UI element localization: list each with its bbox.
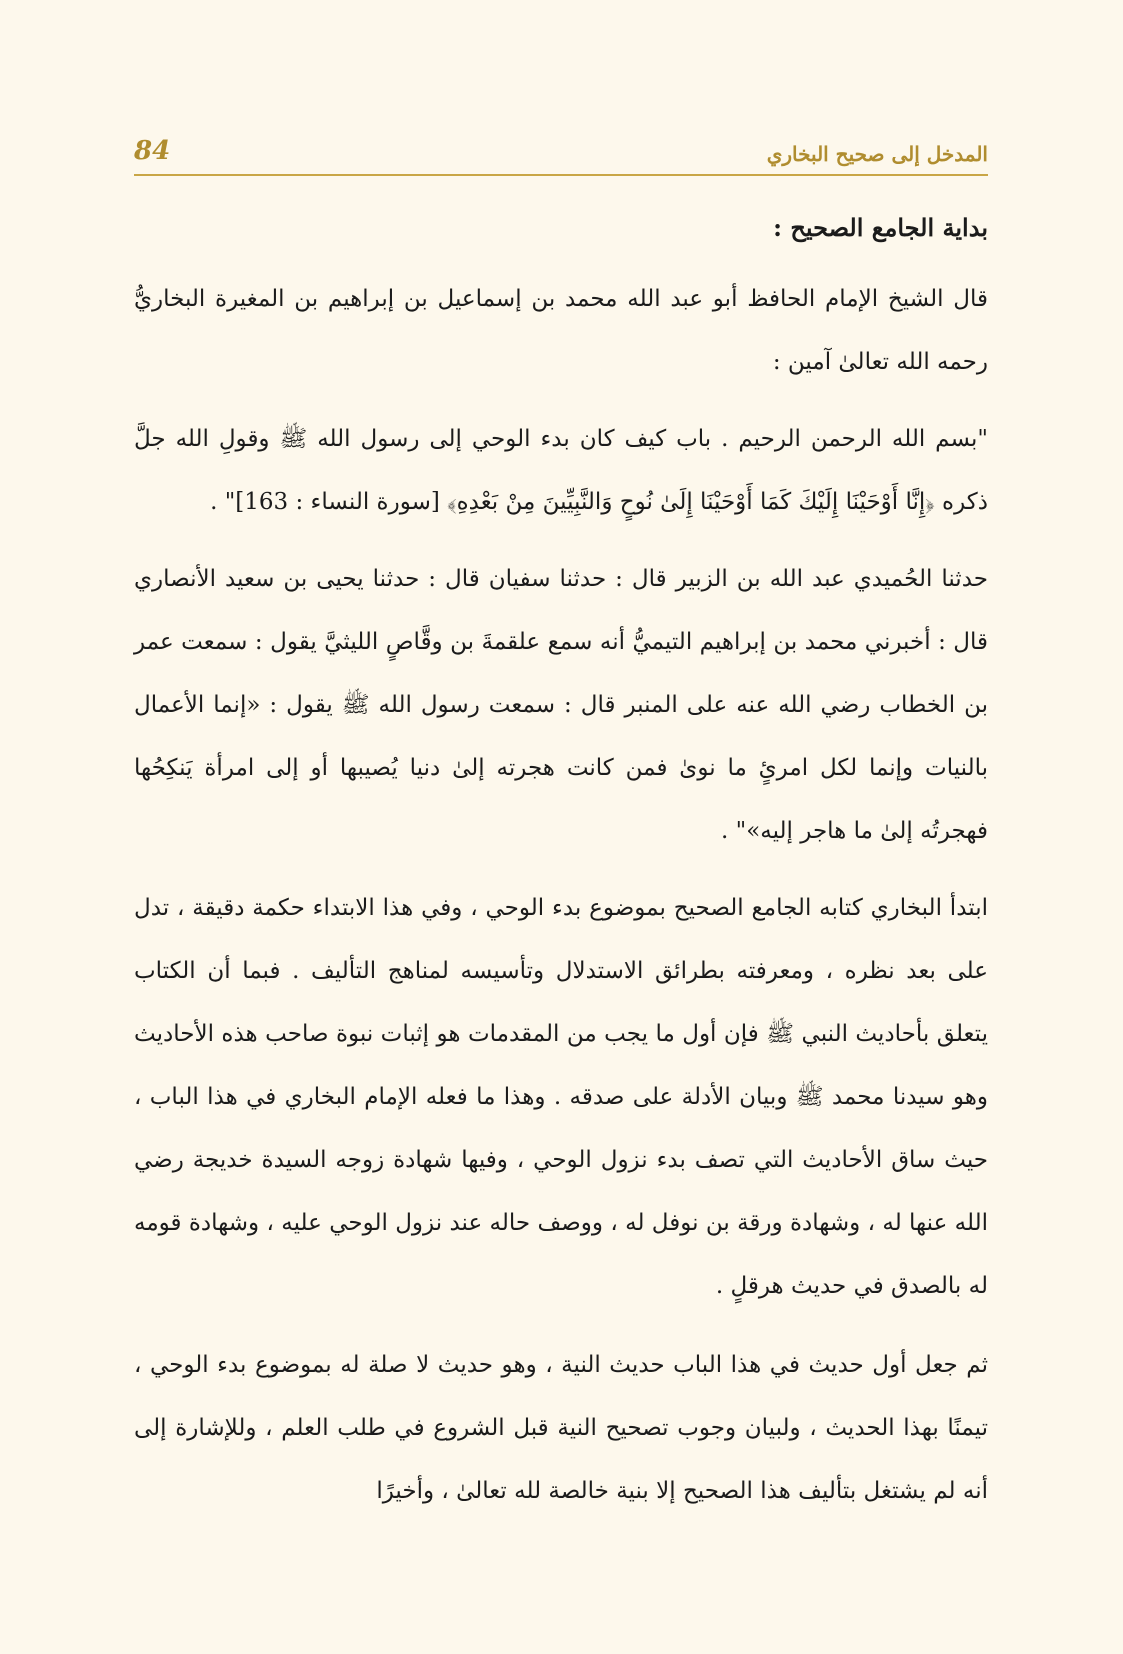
book-page — [134, 0, 988, 1654]
paragraph-hadith: حدثنا الحُميدي عبد الله بن الزبير قال : حدثنا سفيان قال : حدثنا يحيى بن سعيد الأنصاري قال : أخبرني محمد بن إبراهيم التيميُّ أنه سمع علقمةَ بن وقَّاصٍ الليثيَّ يقول : سمعت عمر بن الخطاب رضي الله عنه على المنبر قال : سمعت رسول الله ﷺ يقول : «إنما الأعمال بالنيات وإنما لكل امرئٍ ما نوىٰ فمن كانت هجرته إلىٰ دنيا يُصيبها أو إلى امرأة يَنكِحُها فهجرتُه إلىٰ ما هاجر إليه»" . — [134, 566, 988, 844]
paragraph-commentary-2: ثم جعل أول حديث في هذا الباب حديث النية ، وهو حديث لا صلة له بموضوع بدء الوحي ، تيمنًا بهذا الحديث ، ولبيان وجوب تصحيح النية قبل الشروع في طلب العلم ، وللإشارة إلى أنه لم يشتغل بتأليف هذا الصحيح إلا بنية خالصة لله تعالىٰ ، وأخيرًا — [134, 1352, 988, 1504]
page-number: 84 — [134, 136, 171, 166]
section-heading: بداية الجامع الصحيح : — [773, 213, 988, 242]
book-title: المدخل إلى صحيح البخاري — [766, 142, 988, 166]
running-header — [134, 136, 988, 176]
paragraph-commentary-1: ابتدأ البخاري كتابه الجامع الصحيح بموضوع بدء الوحي ، وفي هذا الابتداء حكمة دقيقة ، تدل على بعد نظره ، ومعرفته بطرائق الاستدلال وتأسيسه لمناهج التأليف . فبما أن الكتاب يتعلق بأحاديث النبي ﷺ فإن أول ما يجب من المقدمات هو إثبات نبوة صاحب هذه الأحاديث وهو سيدنا محمد ﷺ وبيان الأدلة على صدقه . وهذا ما فعله الإمام البخاري في هذا الباب ، حيث ساق الأحاديث التي تصف بدء نزول الوحي ، وفيها شهادة زوجه السيدة خديجة رضي الله عنها له ، وشهادة ورقة بن نوفل له ، ووصف حاله عند نزول الوحي عليه ، وشهادة قومه له بالصدق في حديث هرقلٍ . — [134, 895, 988, 1299]
page-content — [134, 210, 988, 1537]
paragraph-basmala: "بسم الله الرحمن الرحيم . باب كيف كان بدء الوحي إلى رسول الله ﷺ وقولِ الله جلَّ ذكره ﴿إِنَّا أَوْحَيْنَا إِلَيْكَ كَمَا أَوْحَيْنَا إِلَىٰ نُوحٍ وَالنَّبِيِّينَ مِنْ بَعْدِهِ﴾ [سورة النساء : 163]" . — [134, 426, 988, 515]
paragraph-intro: قال الشيخ الإمام الحافظ أبو عبد الله محمد بن إسماعيل بن إبراهيم بن المغيرة البخاريُّ رحمه الله تعالىٰ آمين : — [134, 286, 988, 375]
